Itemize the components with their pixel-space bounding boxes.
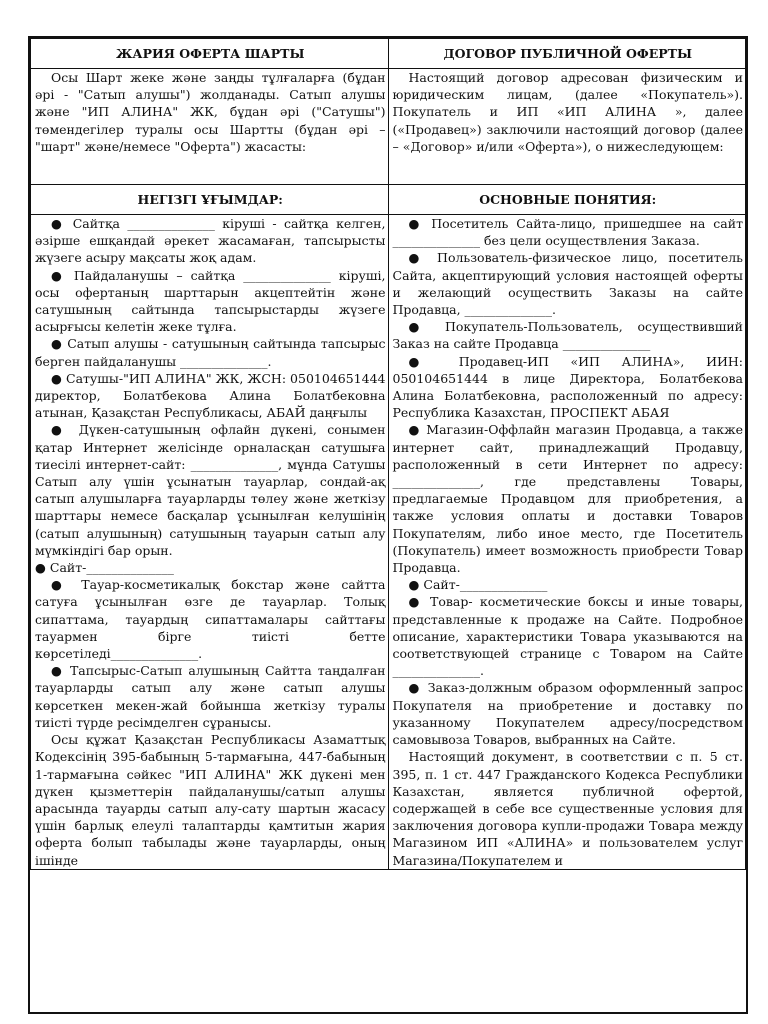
ru-intro-text: Настоящий договор адресован физическим и юридическим лицам, (далее «Покупатель»). Покупатель и ИП «ИП АЛИНА », далее («Продавец») заключили настоящий договор (далее – «Договор» и/или «Оферта»), о нижеследующем:: [392, 70, 743, 154]
kk-intro-text: Осы Шарт жеке және заңды тұлғаларға (бұдан әрі - "Сатып алушы") жолданады. Сатып алушы және "ИП АЛИНА" ЖК, бұдан әрі ("Сатушы") төмендегілер туралы осы Шартты (бұдан әрі – "шарт" және/немесе "Оферта") жасасты:: [35, 70, 386, 154]
section-title-row: [31, 185, 746, 215]
offer-document-table: [28, 36, 748, 1014]
bilingual-table: [30, 38, 746, 870]
kk-definition-item: ● Тапсырыс-Сатып алушының Сайтта таңдалған тауарларды сатып алу және сатып алушы көрсеткен мекен-жай бойынша жеткізу туралы тиісті түрде ресімделген сұранысы.: [35, 662, 386, 731]
ru-definition-item: ● Покупатель-Пользователь, осуществивший Заказ на сайте Продавца ______________: [393, 318, 744, 352]
ru-definition-item: ● Магазин-Оффлайн магазин Продавца, а также интернет сайт, принадлежащий Продавцу, расположенный в сети Интернет по адресу: ______________, где представлены Товары, предлагаемые Продавцом для приобретения, а также условия оплаты и доставки Товаров Покупателям, либо иное место, где Посетитель (Покупатель) имеет возможность приобрести Товар Продавца.: [393, 421, 744, 576]
kk-section-title: НЕГІЗГІ ҰҒЫМДАР:: [31, 185, 389, 215]
ru-definition-item: ● Продавец-ИП «ИП АЛИНА», ИИН: 050104651444 в лице Директора, Болатбекова Алина Болатбековна, расположенный по адресу: Республика Казахстан, ПРОСПЕКТ АБАЯ: [393, 353, 744, 422]
kk-definition-item: ● Сайт-______________: [35, 559, 386, 576]
kk-definitions-cell: [31, 215, 389, 870]
kk-definition-item: ● Сатушы-"ИП АЛИНА" ЖК, ЖСН: 050104651444 директор, Болатбекова Алина Болатбековна атынан, Қазақстан Республикасы, АБАЙ даңғылы: [35, 370, 386, 422]
intro-row: [31, 69, 746, 185]
ru-closing-paragraph: Настоящий документ, в соответствии с п. 5 ст. 395, п. 1 ст. 447 Гражданского Кодекса Республики Казахстан, является публичной офертой, содержащей в себе все существенные условия для заключения договора купли-продажи Товара между Магазином ИП «АЛИНА» и пользователем услуг Магазина/Покупателем и: [392, 749, 743, 868]
kk-definition-item: ● Пайдаланушы – сайтқа ______________ кіруші, осы офертаның шарттарын акцептейтін және сатушының сайтында тапсырыстарды жүзеге асырғысы келетін жеке тұлға.: [35, 267, 386, 336]
ru-definition-item: ● Заказ-должным образом оформленный запрос Покупателя на приобретение и доставку по указанному Покупателем адресу/посредством самовывоза Товаров, выбранных на Сайте.: [393, 679, 744, 748]
ru-definition-item: ● Посетитель Сайта-лицо, пришедшее на сайт ______________ без цели осуществления Заказа.: [393, 215, 744, 249]
title-row: [31, 39, 746, 69]
ru-definition-item: ● Товар- косметические боксы и иные товары, представленные к продаже на Сайте. Подробное описание, характеристики Товара указываются на соответствующей странице с Товаром на Сайте ______________.: [393, 593, 744, 679]
kk-definition-item: ● Дүкен-сатушының офлайн дүкені, сонымен қатар Интернет желісінде орналасқан сатушыға тиесілі интернет-сайт: ______________, мұнда Сатушы Сатып алу үшін ұсынатын тауарлар, сондай-ақ сатып алушыларға тауарларды төлеу және жеткізу шарттары немесе басқалар ұсынылған келушінің (сатып алушының) сатушының тауарын сатып алу мүмкіндігі бар орын.: [35, 421, 386, 559]
kk-title: ЖАРИЯ ОФЕРТА ШАРТЫ: [31, 39, 389, 69]
kk-definition-item: ● Сатып алушы - сатушының сайтында тапсырыс берген пайдаланушы ______________.: [35, 335, 386, 369]
ru-definition-item: ● Пользователь-физическое лицо, посетитель Сайта, акцептирующий условия настоящей оферты и желающий осуществить Заказы на сайте Продавца, ______________.: [393, 249, 744, 318]
kk-definition-item: ● Тауар-косметикалық бокстар және сайтта сатуға ұсынылған өзге де тауарлар. Толық сипаттама, тауардың сипаттамалары сайттағы тауармен бірге тиісті бетте көрсетіледі______________.: [35, 576, 386, 662]
ru-intro-cell: [388, 69, 746, 185]
ru-section-title: ОСНОВНЫЕ ПОНЯТИЯ:: [388, 185, 746, 215]
ru-definitions-cell: [388, 215, 746, 870]
ru-title: ДОГОВОР ПУБЛИЧНОЙ ОФЕРТЫ: [388, 39, 746, 69]
ru-definition-item: ● Сайт-______________: [393, 576, 744, 593]
kk-closing-paragraph: Осы құжат Қазақстан Республикасы Азаматтық Кодексінің 395-бабының 5-тармағына, 447-бабының 1-тармағына сәйкес "ИП АЛИНА" ЖК дүкені мен дүкен қызметтерін пайдаланушы/сатып алушы арасында тауарды сатып алу-сату шартын жасасу үшін барлық елеулі талаптарды қамтитын жария оферта болып табылады және тауарларды, оның ішінде: [35, 732, 386, 868]
definitions-row: [31, 215, 746, 870]
kk-definition-item: ● Сайтқа ______________ кіруші - сайтқа келген, әзірше ешқандай әрекет жасамаған, тапсырысты жүзеге асыру мақсаты жоқ адам.: [35, 215, 386, 267]
kk-intro-cell: [31, 69, 389, 185]
